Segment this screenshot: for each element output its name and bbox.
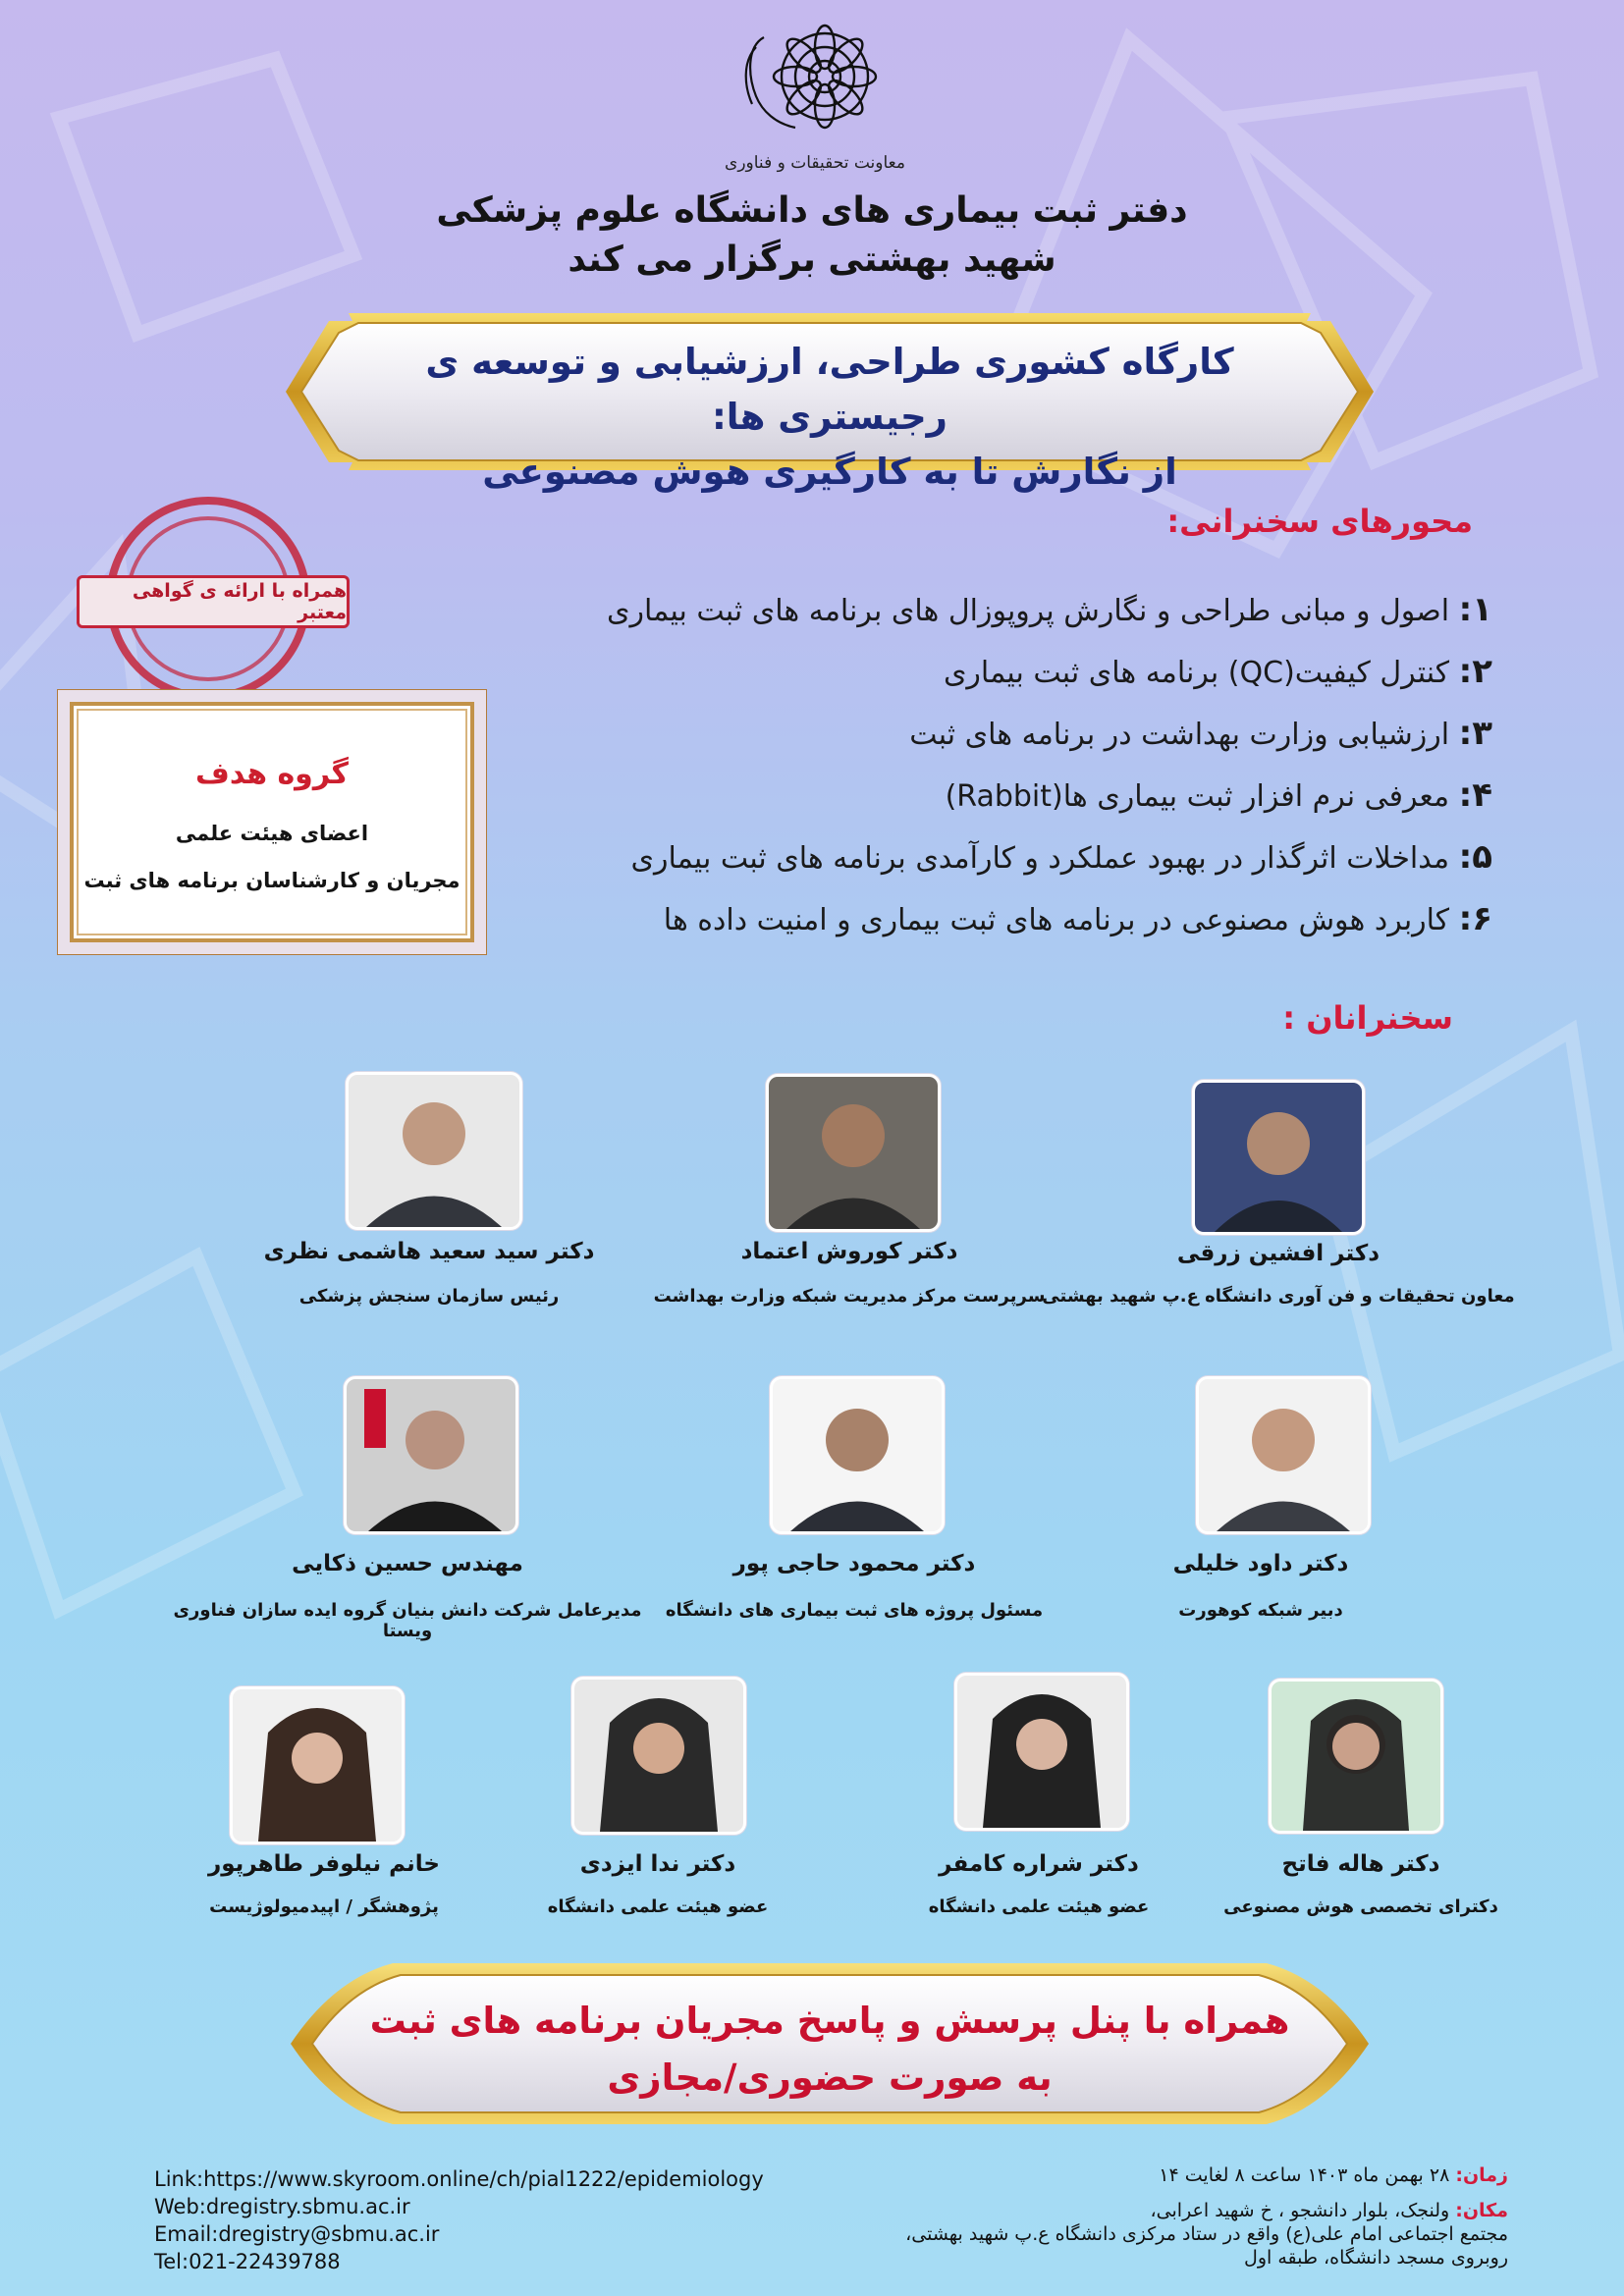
- topics-heading: محورهای سخنرانی:: [1166, 503, 1473, 540]
- organizer-line-2: شهید بهشتی برگزار می کند: [568, 240, 1056, 280]
- speakers-heading: سخنرانان :: [1282, 999, 1453, 1037]
- topic-number: ۶:: [1458, 899, 1492, 938]
- speaker-name: دکتر شراره کامفر: [939, 1851, 1139, 1877]
- speaker-name: دکتر داود خلیلی: [1172, 1551, 1349, 1576]
- topic-number: ۳:: [1458, 714, 1492, 753]
- portrait-icon: [349, 1075, 519, 1227]
- topic-item: [471, 703, 1492, 765]
- topics-list: [471, 579, 1492, 950]
- panel-line-2: به صورت حضوری/مجازی: [607, 2056, 1053, 2099]
- target-group-title: گروه هدف: [195, 757, 349, 791]
- speaker-role: دبیر شبکه کوهورت: [1178, 1600, 1343, 1621]
- speaker-role: مدیرعامل شرکت دانش بنیان گروه ایده سازان فناوری ویستا: [173, 1600, 642, 1641]
- target-group-line-1: اعضای هیئت علمی: [175, 822, 369, 845]
- portrait-icon: [347, 1379, 515, 1531]
- place-line-1: ولنجک، بلوار دانشجو ، خ شهید اعرابی،: [1150, 2200, 1456, 2221]
- speaker-photo: [344, 1376, 518, 1534]
- place-label: مکان:: [1455, 2200, 1508, 2221]
- portrait-icon: [957, 1676, 1126, 1828]
- topic-text: مداخلات اثرگذار در بهبود عملکرد و کارآمدی برنامه های ثبت بیماری: [630, 841, 1459, 876]
- topic-item: [471, 827, 1492, 888]
- speaker-photo: [230, 1686, 405, 1844]
- speaker-role: عضو هیئت علمی دانشگاه: [928, 1896, 1150, 1917]
- topic-text: کنترل کیفیت(QC) برنامه های ثبت بیماری: [943, 656, 1459, 690]
- speaker-name: دکتر کوروش اعتماد: [740, 1239, 958, 1264]
- topic-text: ارزشیابی وزارت بهداشت در برنامه های ثبت: [909, 718, 1459, 752]
- place-line-3: روبروی مسجد دانشگاه، طبقه اول: [1244, 2247, 1508, 2269]
- speaker-role: سرپرست مرکز مدیریت شبکه وزارت بهداشت: [653, 1286, 1046, 1307]
- speaker-name: دکتر هاله فاتح: [1281, 1851, 1440, 1877]
- portrait-icon: [233, 1689, 402, 1842]
- panel-text: [363, 1993, 1296, 2107]
- topic-number: ۲:: [1458, 652, 1492, 691]
- event-details: [844, 2163, 1508, 2269]
- speaker-photo: [954, 1673, 1129, 1831]
- topic-item: [471, 765, 1492, 827]
- phone-number[interactable]: Tel:021-22439788: [154, 2250, 341, 2273]
- university-logo: [707, 18, 923, 175]
- topic-text: معرفی نرم افزار ثبت بیماری ها(Rabbit): [945, 779, 1459, 814]
- panel-line-1: همراه با پنل پرسش و پاسخ مجریان برنامه های ثبت: [369, 2000, 1290, 2042]
- portrait-icon: [769, 1077, 938, 1229]
- topic-number: ۵:: [1458, 837, 1492, 877]
- speaker-photo: [571, 1677, 746, 1835]
- panel-banner: [285, 1959, 1375, 2128]
- portrait-icon: [574, 1680, 743, 1832]
- portrait-icon: [1272, 1682, 1440, 1831]
- title-line-1: کارگاه کشوری طراحی، ارزشیابی و توسعه ی رجیستری ها:: [425, 341, 1234, 438]
- workshop-title: [368, 335, 1291, 500]
- speaker-role: رئیس سازمان سنجش پزشکی: [298, 1286, 560, 1307]
- speaker-photo: [766, 1074, 941, 1232]
- university-emblem-icon: [707, 18, 923, 145]
- skyroom-link[interactable]: Link:https://www.skyroom.online/ch/pial1222/epidemiology: [154, 2167, 764, 2191]
- topic-item: [471, 888, 1492, 950]
- email-link[interactable]: Email:dregistry@sbmu.ac.ir: [154, 2222, 440, 2246]
- topic-item: [471, 579, 1492, 641]
- speaker-photo: [1196, 1376, 1371, 1534]
- speaker-name: دکتر محمود حاجی پور: [732, 1551, 976, 1576]
- speaker-role: عضو هیئت علمی دانشگاه: [547, 1896, 769, 1917]
- topic-text: کاربرد هوش مصنوعی در برنامه های ثبت بیماری و امنیت داده ها: [663, 903, 1459, 937]
- topic-item: [471, 641, 1492, 703]
- topic-number: ۴:: [1458, 775, 1492, 815]
- speaker-name: خانم نیلوفر طاهرپور: [208, 1851, 440, 1877]
- portrait-icon: [1199, 1379, 1368, 1531]
- time-label: زمان:: [1455, 2164, 1508, 2186]
- speaker-name: دکتر افشین زرقی: [1176, 1241, 1380, 1266]
- contact-info: [154, 2165, 764, 2275]
- speaker-name: دکتر سید سعید هاشمی نظری: [263, 1239, 595, 1264]
- target-group-line-2: مجریان و کارشناسان برنامه های ثبت: [83, 869, 460, 892]
- title-banner: [280, 307, 1380, 493]
- topic-text: اصول و مبانی طراحی و نگارش پروپوزال های برنامه های ثبت بیماری: [607, 594, 1459, 628]
- speaker-role: معاون تحقیقات و فن آوری دانشگاه ع.پ شهید بهشتی: [1042, 1286, 1515, 1307]
- speaker-photo: [1192, 1080, 1365, 1235]
- organizer-text: [321, 187, 1303, 285]
- portrait-icon: [1195, 1083, 1362, 1232]
- portrait-icon: [773, 1379, 942, 1531]
- topic-number: ۱:: [1458, 590, 1492, 629]
- speaker-role: دکترای تخصصی هوش مصنوعی: [1223, 1896, 1498, 1917]
- logo-caption: معاونت تحقیقات و فناوری: [725, 153, 905, 173]
- time-value: ۲۸ بهمن ماه ۱۴۰۳ ساعت ۸ لغایت ۱۴: [1159, 2164, 1456, 2186]
- stamp-label: همراه با ارائه ی گواهی معتبر: [77, 575, 350, 628]
- speaker-name: دکتر ندا ایزدی: [579, 1851, 736, 1877]
- speaker-photo: [346, 1072, 522, 1230]
- place-line-2: مجتمع اجتماعی امام علی(ع) واقع در ستاد مرکزی دانشگاه ع.پ شهید بهشتی،: [905, 2223, 1508, 2245]
- certificate-stamp: [61, 489, 355, 715]
- target-group-frame: [70, 702, 474, 942]
- website-link[interactable]: Web:dregistry.sbmu.ac.ir: [154, 2195, 410, 2218]
- speaker-photo: [770, 1376, 945, 1534]
- target-group-box: [57, 689, 487, 955]
- speaker-role: مسئول پروژه های ثبت بیماری های دانشگاه: [665, 1600, 1044, 1621]
- organizer-line-1: دفتر ثبت بیماری های دانشگاه علوم پزشکی: [436, 190, 1188, 231]
- speaker-name: مهندس حسین ذکایی: [292, 1551, 523, 1576]
- event-time: [844, 2163, 1508, 2187]
- speaker-photo: [1269, 1679, 1443, 1834]
- speaker-role: پژوهشگر / اپیدمیولوژیست: [209, 1896, 439, 1917]
- title-line-2: از نگارش تا به کارگیری هوش مصنوعی: [482, 451, 1177, 493]
- event-place: [844, 2199, 1508, 2222]
